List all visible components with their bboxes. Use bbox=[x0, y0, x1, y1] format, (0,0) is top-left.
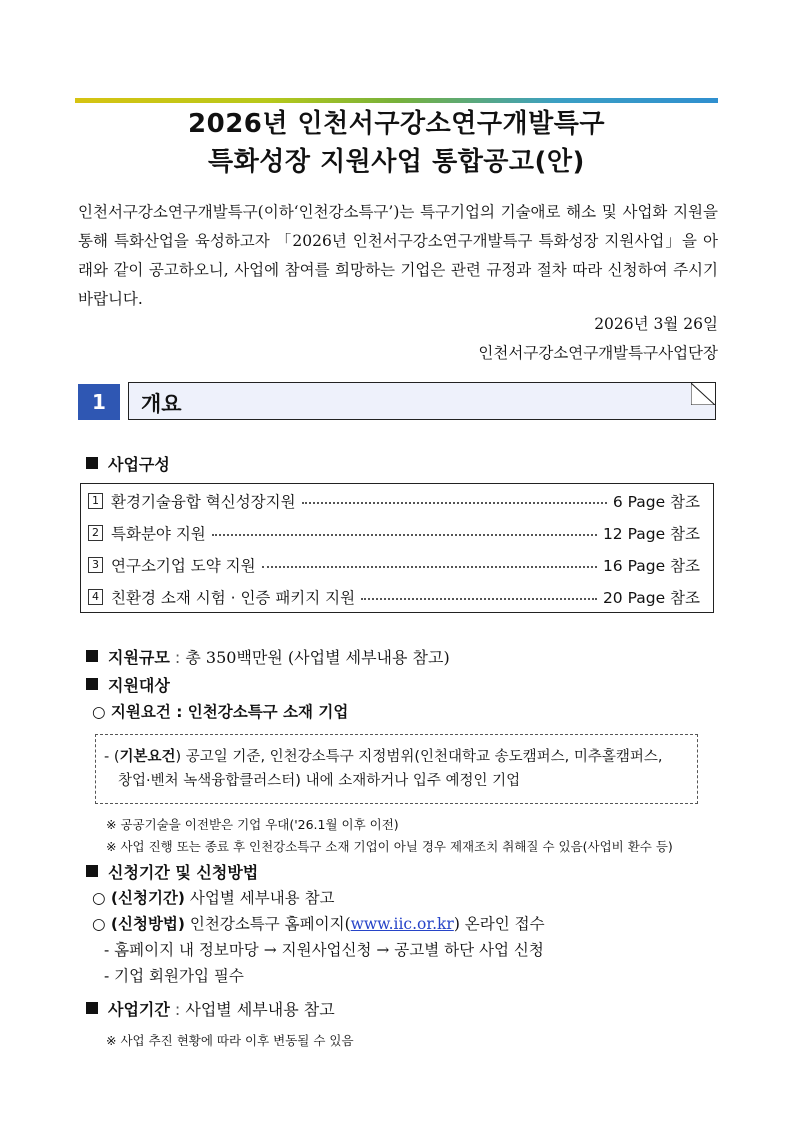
program-row: 2 특화분야 지원 12 Page 참조 bbox=[88, 521, 700, 545]
section-title: 개요 bbox=[141, 392, 182, 416]
program-list-box bbox=[80, 483, 714, 613]
requirement-box bbox=[95, 734, 698, 804]
homepage-link[interactable]: www.iic.or.kr bbox=[350, 915, 454, 933]
program-row: 1 환경기술융합 혁신성장지원 6 Page 참조 bbox=[88, 489, 700, 513]
organization-name: 인천서구강소연구개발특구사업단장 bbox=[478, 344, 718, 362]
application-step: - 홈페이지 내 정보마당 → 지원사업신청 → 공고별 하단 사업 신청 bbox=[104, 941, 544, 959]
application-period: ○ (신청기간) 사업별 세부내용 참고 bbox=[92, 889, 335, 907]
note-change: ※ 사업 추진 현황에 따라 이후 변동될 수 있음 bbox=[106, 1033, 354, 1048]
announcement-date: 2026년 3월 26일 bbox=[594, 315, 718, 333]
section-number: 1 bbox=[78, 384, 120, 420]
support-scale: 지원규모 : 총 350백만원 (사업별 세부내용 참고) bbox=[86, 645, 450, 668]
program-row: 4 친환경 소재 시험 · 인증 패키지 지원 20 Page 참조 bbox=[88, 585, 700, 609]
square-bullet-icon bbox=[86, 1002, 98, 1014]
note-preference: ※ 공공기술을 이전받은 기업 우대('26.1월 이후 이전) bbox=[106, 817, 399, 832]
business-period: 사업기간 : 사업별 세부내용 참고 bbox=[86, 997, 335, 1020]
note-sanction: ※ 사업 진행 또는 종료 후 인천강소특구 소재 기업이 아닐 경우 제재조치 취해질 수 있음(사업비 환수 등) bbox=[106, 839, 673, 854]
requirement-box-text: - (기본요건) 공고일 기준, 인천강소특구 지정범위(인천대학교 송도캠퍼스, 미추홀캠퍼스, 창업·벤처 녹색융합클러스터) 내에 소재하거나 입주 예정인 기업 bbox=[104, 749, 663, 789]
composition-heading: 사업구성 bbox=[86, 452, 170, 475]
square-bullet-icon bbox=[86, 865, 98, 877]
application-method: ○ (신청방법) 인천강소특구 홈페이지(www.iic.or.kr) 온라인 접수 bbox=[92, 915, 545, 933]
application-heading: 신청기간 및 신청방법 bbox=[86, 860, 258, 883]
square-bullet-icon bbox=[86, 650, 98, 662]
program-row: 3 연구소기업 도약 지원 16 Page 참조 bbox=[88, 553, 700, 577]
folded-corner-icon bbox=[691, 383, 715, 405]
square-bullet-icon bbox=[86, 457, 98, 469]
intro-paragraph: 인천서구강소연구개발특구(이하‘인천강소특구’)는 특구기업의 기술애로 해소 및 사업화 지원을 통해 특화산업을 육성하고자 「2026년 인천서구강소연구개발특구 특화성장 지원사업」을 아래와 같이 공고하오니, 사업에 참여를 희망하는 기업은 관련 규정과 절차 따라 신청하여 주시기 바랍니다. bbox=[78, 203, 718, 308]
square-bullet-icon bbox=[86, 678, 98, 690]
page-title-line1: 2026년 인천서구강소연구개발특구 bbox=[188, 109, 605, 139]
section-header bbox=[128, 382, 716, 420]
application-requirement: - 기업 회원가입 필수 bbox=[104, 967, 244, 985]
page-title-line2: 특화성장 지원사업 통합공고(안) bbox=[208, 147, 585, 177]
target-heading: 지원대상 bbox=[86, 673, 170, 696]
requirement-line: ○ 지원요건 : 인천강소특구 소재 기업 bbox=[92, 703, 349, 721]
